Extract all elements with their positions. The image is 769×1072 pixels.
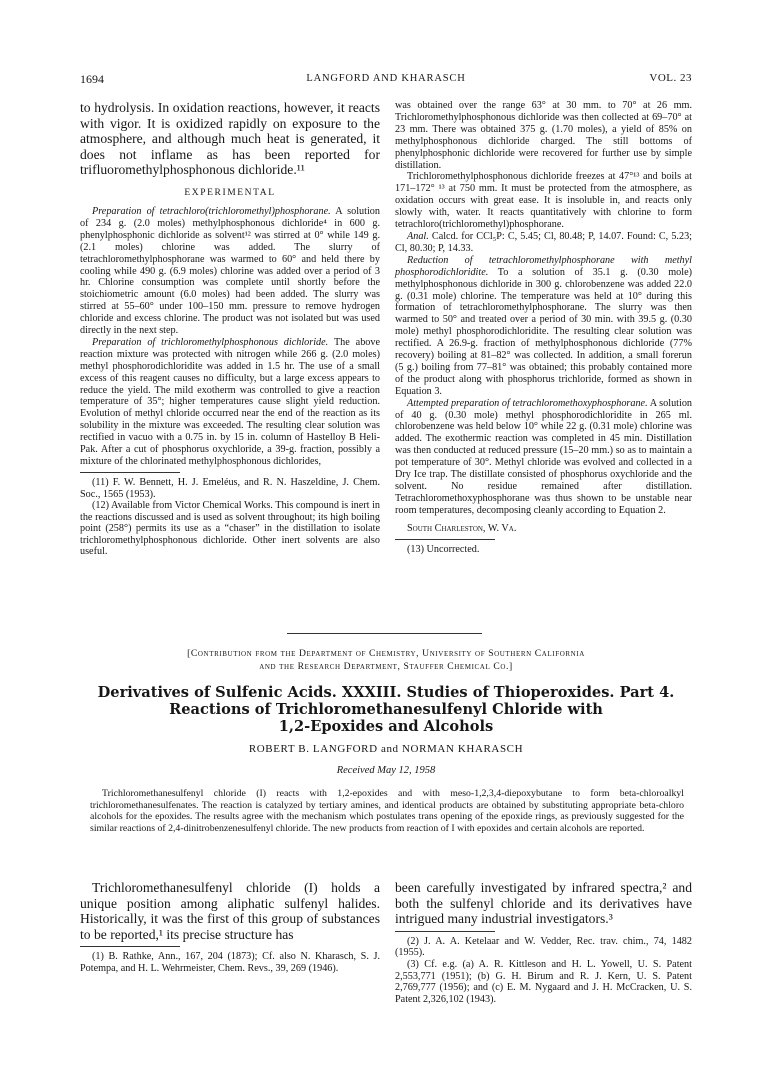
footnote-12: (12) Available from Victor Chemical Works. This compound is inert in the reactions discussed and is used as solvent throughout; its high boiling point (258°) permits its use as a “chaser” in the distillation to isolate trichloromethylphosphonous dichloride. Other inert solvents are also useful. xyxy=(80,500,380,558)
page-number: 1694 xyxy=(80,72,104,86)
attempted-paragraph xyxy=(395,398,692,517)
contribution-line-2: and the Research Department, Stauffer Chemical Co.] xyxy=(259,660,513,672)
section-heading-experimental: EXPERIMENTAL xyxy=(184,187,276,198)
analysis-paragraph xyxy=(395,231,692,255)
title-line-2: Reactions of Trichloromethanesulfenyl Chloride with xyxy=(169,701,603,718)
prep2-heading: Preparation of trichloromethylphosphonous dichloride. xyxy=(92,336,329,348)
footnote-2: (2) J. A. A. Ketelaar and W. Vedder, Rec. trav. chim., 74, 1482 (1955). xyxy=(395,935,692,959)
title-line-1: Derivatives of Sulfenic Acids. XXXIII. Studies of Thioperoxides. Part 4. xyxy=(97,684,675,701)
footnote-13: (13) Uncorrected. xyxy=(407,543,480,555)
footnote-rule xyxy=(395,539,495,540)
footnote-rule xyxy=(80,472,180,473)
analysis-text: Calcd. for CCl₅P: C, 5.45; Cl, 80.48; P, 14.07. Found: C, 5.23; Cl, 80.30; P, 14.33. xyxy=(395,230,692,254)
title-line-3: 1,2-Epoxides and Alcohols xyxy=(278,718,494,735)
footnote-rule xyxy=(395,931,495,932)
article-divider xyxy=(287,633,482,634)
authors: ROBERT B. LANGFORD and NORMAN KHARASCH xyxy=(248,743,524,755)
prep1-heading: Preparation of tetrachloro(trichloromethyl)phosphorane. xyxy=(92,205,331,217)
intro-paragraph: to hydrolysis. In oxidation reactions, however, it reacts with vigor. It is oxidized rapidly on exposure to the atmosphere, and although much heat is generated, it does not inflame as has been reported for trifluoromethylphosphonous dichloride.¹¹ xyxy=(80,100,380,178)
attempted-heading: Attempted preparation of tetrachloromethoxyphosphorane. xyxy=(407,397,648,409)
running-header xyxy=(80,72,692,88)
signoff-location: South Charleston, W. Va. xyxy=(407,522,517,534)
volume-label: VOL. 23 xyxy=(649,72,692,84)
abstract: Trichloromethanesulfenyl chloride (I) reacts with 1,2-epoxides and with meso-1,2,3,4-diepoxybutane to form beta-chloroalkyl trichloromethanesulfenates. The reaction is catalyzed by tertiary amines, and identical products are obtained by substituting appropriate beta-chloro alcohols for the epoxides. The results agree with the mechanism which postulates trans opening of the epoxide rings, as previously suggested for the similar reactions of 2,4-dinitrobenzenesulfenyl chloride. The new products from reaction of I with epoxides and certain alcohols are reported. xyxy=(90,788,684,834)
footnote-11: (11) F. W. Bennett, H. J. Emeléus, and R. N. Haszeldine, J. Chem. Soc., 1565 (1953). xyxy=(80,476,380,500)
prep2-text: The above reaction mixture was protected with nitrogen while 266 g. (2.0 moles) methyl phosphorodichloridite was added in 1.5 hr. The use of a small excess of this reagent causes no difficulty, but a large excess appears to reduce the yield. The mild exotherm was controlled to give a reaction temperature of 35°; higher temperatures cause slight yield reduction. Evolution of methyl chloride occurred near the end of the reaction as its solubility in the mixture was exceeded. The resulting clear solution was rectified in vacuo with a 0.75 in. by 15 in. column of Hastelloy B Heli-Pak. After a cut of phosphorus oxychloride, a 39-g. fraction, possibly a mixture of the chlorinated methylphosphonous dichlorides, xyxy=(80,336,381,467)
footnote-rule xyxy=(80,946,180,947)
footnote-3: (3) Cf. e.g. (a) A. R. Kittleson and H. L. Yowell, U. S. Patent 2,553,771 (1951); (b) G. H. Birum and R. J. Kern, U. S. Patent 2,769,777 (1956); and (c) E. M. Nygaard and J. H. McCracken, U. S. Patent 2,326,102 (1943). xyxy=(395,958,692,1005)
prep1-paragraph xyxy=(80,206,380,337)
distillation-paragraph: was obtained over the range 63° at 30 mm. to 70° at 26 mm. Trichloromethylphosphonous dichloride was then collected at 69–70° at 23 mm. There was obtained 375 g. (1.70 moles), a yield of 85% on methylphosphonous dichloride charged. The still bottoms of phenylphosphonic dichloride were recovered for further use by simple distillation. xyxy=(395,100,692,171)
right-column-bottom xyxy=(395,880,692,1005)
intro-body-paragraph: Trichloromethanesulfenyl chloride (I) holds a unique position among aliphatic sulfenyl halides. Historically, it was the first of this group of substances to be reported,¹ its precise structure has xyxy=(80,880,380,942)
running-title: LANGFORD AND KHARASCH xyxy=(306,73,466,84)
left-column-top xyxy=(80,100,380,558)
continued-body-paragraph: been carefully investigated by infrared spectra,² and both the sulfenyl chloride and its derivatives have intrigued many industrial investigators.³ xyxy=(395,880,692,927)
attempted-text: A solution of 40 g. (0.30 mole) methyl phosphorodichloridite in 265 ml. chlorobenzene was held below 10° while 22 g. (0.31 mole) chlorine was added. The exothermic reaction was completed in 45 min. Distillation was then conducted at reduced pressure (15–20 mm.) so as to maintain a pot temperature of 30°. Methyl chloride was evolved and collected in a Dry Ice trap. The distillate consisted of phosphorus oxychloride and the solvent. No residue remained after distillation. Tetrachloromethoxyphosphorane was thus shown to be unstable near room temperatures, decomposing cleanly according to Equation 2. xyxy=(395,397,693,516)
prep1-text: A solution of 234 g. (2.0 moles) methylphosphonous dichloride⁴ in 600 g. phenylphosphonic dichloride as solvent¹² was stirred at 0° while 149 g. (2.1 moles) chlorine was added. The slurry of tetrachloromethylphosphorane was warmed to 60° and held there by cooling while 490 g. (6.9 moles) chlorine was added over a period of 3 hr. Chlorine consumption was complete until shortly before the stoichiometric amount (6.0 moles) had been added. The slurry was stirred at 55–60° under 100–150 mm. pressure to remove hydrogen chloride and excess chlorine. The product was not isolated but was used directly in the next step. xyxy=(80,205,380,337)
prep2-paragraph xyxy=(80,337,380,468)
reduction-heading: Reduction of tetrachloromethylphosphorane with methyl phosphorodichloridite. xyxy=(395,254,692,278)
footnote-1: (1) B. Rathke, Ann., 167, 204 (1873); Cf. also N. Kharasch, S. J. Potempa, and H. L. Wehrmeister, Chem. Revs., 39, 269 (1946). xyxy=(80,951,380,974)
contribution-line-1: [Contribution from the Department of Chemistry, University of Southern California xyxy=(187,648,585,659)
analysis-heading: Anal. xyxy=(407,230,429,242)
contribution-note xyxy=(80,648,692,673)
reduction-paragraph xyxy=(395,255,692,398)
received-date: Received May 12, 1958 xyxy=(336,765,436,776)
article-title xyxy=(80,684,692,735)
right-column-top xyxy=(395,100,692,555)
properties-paragraph: Trichloromethylphosphonous dichloride freezes at 47°¹³ and boils at 171–172° ¹³ at 750 mm. It must be protected from the atmosphere, as oxidation occurs with great ease. It is insoluble in, and reacts only slowly with, water. It reacts quantitatively with chlorine to form tetrachloro(trichloromethyl)phosphorane. xyxy=(395,171,692,231)
left-column-bottom xyxy=(80,880,380,975)
reduction-text: To a solution of 35.1 g. (0.30 mole) methylphosphonous dichloride in 300 g. chlorobenzene was added 22.0 g. (0.31 mole) chlorine. The temperature was held at 10° during this formation of tetrachloromethylphosphorane. The slurry was then warmed to 50° and treated over a period of 30 min. with 39.5 g. (0.30 mole) methyl phosphorodichloridite. The resulting clear solution was rectified. A 26.9-g. fraction of methylphosphonous dichloride (77% recovery) boiling at 81–82° was collected. In addition, a small forerun (5 g.) boiling from 77–81° was obtained; this probably contained more of the product along with phosphorus trichloride, formed as shown in Equation 3. xyxy=(395,266,692,397)
